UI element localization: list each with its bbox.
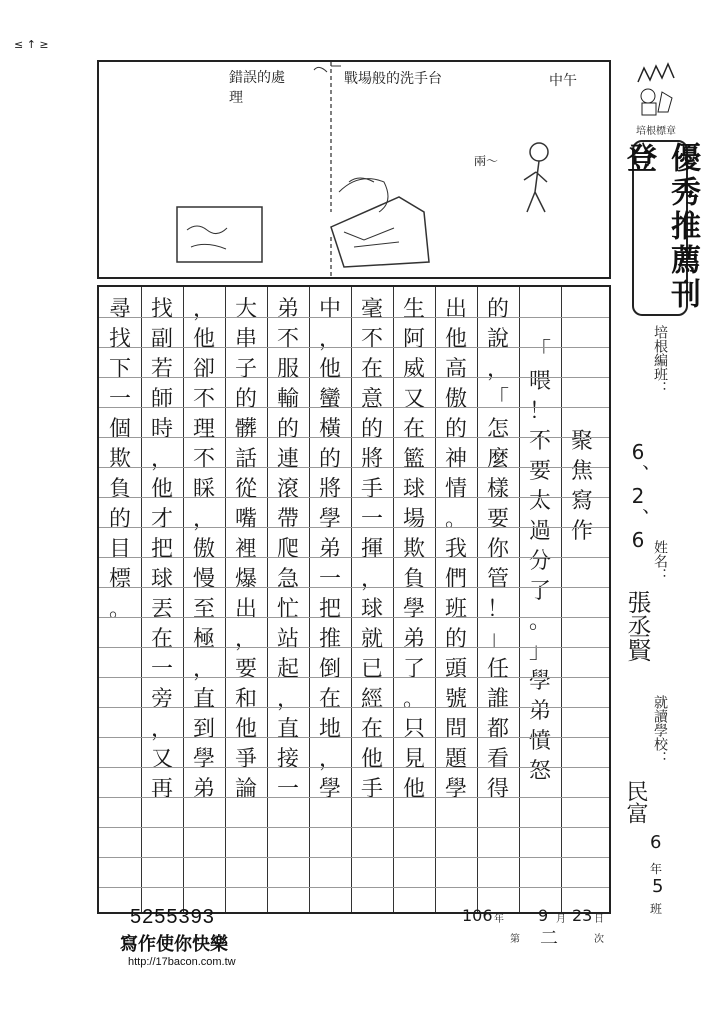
essay-char: 直 [276, 717, 299, 742]
essay-char: 。 [108, 597, 131, 622]
essay-char: 「 [486, 387, 509, 412]
class-label: 培根編班： [652, 325, 668, 395]
essay-char: 負 [108, 477, 131, 502]
essay-char: ， [276, 687, 299, 712]
essay-char: ， [360, 567, 383, 592]
essay-column [402, 295, 426, 805]
essay-char: 下 [108, 357, 131, 382]
essay-char: 得 [486, 777, 509, 802]
essay-grid [97, 285, 611, 914]
essay-char: 把 [318, 597, 341, 622]
sequence-suffix: 次 [594, 934, 604, 945]
essay-char: 中 [318, 297, 341, 322]
essay-char: 他 [360, 747, 383, 772]
essay-char: 球 [402, 477, 425, 502]
badge-label: 培根標章 [636, 126, 676, 137]
essay-char: 作 [570, 519, 593, 544]
essay-char: 蠻 [318, 387, 341, 412]
essay-char: 弟 [318, 537, 341, 562]
essay-char: 學 [318, 507, 341, 532]
essay-char: 目 [108, 537, 131, 562]
essay-column [192, 295, 216, 805]
sketch-illustration [99, 62, 609, 277]
essay-char: 的 [234, 387, 257, 412]
essay-char: 大 [234, 297, 257, 322]
essay-char: 串 [234, 327, 257, 352]
essay-char: 他 [234, 717, 257, 742]
grade-label: 年 [650, 862, 663, 876]
essay-char: 不 [192, 387, 215, 412]
essay-char: 我 [444, 537, 467, 562]
essay-char: 弟 [192, 777, 215, 802]
essay-char: 副 [150, 327, 173, 352]
class-value: 6、2、6 [626, 440, 650, 552]
essay-char: 的 [486, 297, 509, 322]
essay-char: 又 [150, 747, 173, 772]
essay-column [276, 295, 300, 805]
essay-char: 欺 [402, 537, 425, 562]
essay-char: 他 [192, 327, 215, 352]
essay-char: 標 [108, 567, 131, 592]
essay-char: 裡 [234, 537, 257, 562]
essay-char: 情 [444, 477, 467, 502]
essay-char: 在 [318, 687, 341, 712]
name-value: 張丞賢 [623, 590, 651, 662]
essay-char: ， [150, 717, 173, 742]
date-month-label: 月 [556, 914, 566, 925]
essay-char: 卻 [192, 357, 215, 382]
essay-column [486, 295, 510, 805]
essay-char: 只 [402, 717, 425, 742]
essay-char: 不 [192, 447, 215, 472]
essay-char: 的 [444, 417, 467, 442]
essay-char: 在 [150, 627, 173, 652]
essay-char: 傲 [192, 537, 215, 562]
essay-char: 髒 [234, 417, 257, 442]
essay-char: 出 [234, 597, 257, 622]
essay-char: 急 [276, 567, 299, 592]
essay-char: 師 [150, 387, 173, 412]
essay-char: 學 [444, 777, 467, 802]
essay-char: 不 [276, 327, 299, 352]
grid-row-line [99, 707, 609, 708]
essay-char: 看 [486, 747, 509, 772]
essay-char: ， [192, 297, 215, 322]
essay-char: 弟 [402, 627, 425, 652]
date-month: 9 [538, 906, 549, 925]
grid-row-line [99, 617, 609, 618]
essay-char: 接 [276, 747, 299, 772]
essay-column [444, 295, 468, 805]
essay-char: 揮 [360, 537, 383, 562]
essay-char: 要 [528, 459, 551, 484]
essay-char: 至 [192, 597, 215, 622]
essay-char: 爬 [276, 537, 299, 562]
essay-char: 誰 [486, 687, 509, 712]
essay-char: 一 [318, 567, 341, 592]
essay-char: 號 [444, 687, 467, 712]
essay-char: 「 [528, 339, 551, 364]
essay-char: ， [192, 507, 215, 532]
essay-char: 在 [360, 717, 383, 742]
essay-char: 神 [444, 447, 467, 472]
essay-column [150, 295, 174, 805]
essay-char: 不 [528, 429, 551, 454]
school-label: 就讀學校： [652, 695, 668, 765]
grid-row-line [99, 557, 609, 558]
essay-char: 旁 [150, 687, 173, 712]
essay-char: 手 [360, 777, 383, 802]
drawing-caption-top: 戰場般的洗手台 [344, 71, 442, 87]
essay-char: 站 [276, 627, 299, 652]
essay-char: 問 [444, 717, 467, 742]
essay-char: 起 [276, 657, 299, 682]
essay-char: 找 [108, 327, 131, 352]
essay-char: 都 [486, 717, 509, 742]
essay-char: 丟 [150, 597, 173, 622]
essay-char: 在 [360, 357, 383, 382]
essay-char: 服 [276, 357, 299, 382]
essay-char: 弟 [528, 699, 551, 724]
essay-char: 尋 [108, 297, 131, 322]
essay-char: 任 [486, 657, 509, 682]
slogan: 寫作使你快樂 [120, 934, 228, 955]
class-number-label: 班 [650, 902, 663, 916]
essay-column [234, 295, 258, 805]
essay-char: 。 [528, 609, 551, 634]
grid-row-line [99, 677, 609, 678]
essay-char: 」 [486, 627, 509, 652]
grid-row-line [99, 827, 609, 828]
grid-row-line [99, 497, 609, 498]
drawing-speech: 兩～ [474, 154, 499, 168]
essay-char: ， [318, 747, 341, 772]
essay-char: 若 [150, 357, 173, 382]
essay-char: 。 [444, 507, 467, 532]
grid-row-line [99, 317, 609, 318]
essay-char: 弟 [276, 297, 299, 322]
essay-char: 們 [444, 567, 467, 592]
essay-column [318, 295, 342, 805]
essay-char: 了 [528, 579, 551, 604]
essay-char: 要 [234, 657, 257, 682]
essay-char: 又 [402, 387, 425, 412]
essay-char: 阿 [402, 327, 425, 352]
essay-char: 聚 [570, 429, 593, 454]
school-value: 民富 [623, 780, 648, 824]
essay-char: 學 [318, 777, 341, 802]
essay-char: 高 [444, 357, 467, 382]
essay-char: 學 [402, 597, 425, 622]
essay-char: 籃 [402, 447, 425, 472]
essay-char: 他 [402, 777, 425, 802]
essay-char: 的 [276, 417, 299, 442]
essay-char: 欺 [108, 447, 131, 472]
essay-char: 子 [234, 357, 257, 382]
date-day: 23 [572, 906, 593, 925]
essay-char: 毫 [360, 297, 383, 322]
class-number-value: 5 [652, 876, 664, 897]
essay-char: 的 [318, 447, 341, 472]
grid-row-line [99, 527, 609, 528]
essay-char: 爭 [234, 747, 257, 772]
essay-char: 把 [150, 537, 173, 562]
essay-char: ， [486, 357, 509, 382]
essay-char: 不 [360, 327, 383, 352]
grid-row-line [99, 797, 609, 798]
essay-char: 你 [486, 537, 509, 562]
essay-char: 推 [318, 627, 341, 652]
essay-char: 滾 [276, 477, 299, 502]
essay-char: 太 [528, 489, 551, 514]
essay-char: 憤 [528, 729, 551, 754]
essay-char: 經 [360, 687, 383, 712]
essay-char: 倒 [318, 657, 341, 682]
essay-char: 球 [150, 567, 173, 592]
essay-char: 就 [360, 627, 383, 652]
essay-char: 傲 [444, 387, 467, 412]
essay-char: 學 [192, 747, 215, 772]
essay-char: ， [318, 327, 341, 352]
essay-char: 的 [444, 627, 467, 652]
grid-row-line [99, 347, 609, 348]
grid-row-line [99, 407, 609, 408]
essay-char: 過 [528, 519, 551, 544]
essay-char: 和 [234, 687, 257, 712]
grid-row-line [99, 857, 609, 858]
date-year-label: 年 [494, 914, 504, 925]
essay-char: 地 [318, 717, 341, 742]
essay-char: 學 [528, 669, 551, 694]
essay-char: 一 [108, 387, 131, 412]
essay-char: 到 [192, 717, 215, 742]
corner-mark: ≤ ↑ ≥ [14, 38, 49, 51]
essay-char: ！ [528, 399, 551, 424]
essay-column [360, 295, 384, 805]
name-label: 姓名： [652, 540, 668, 582]
essay-char: 連 [276, 447, 299, 472]
essay-char: 橫 [318, 417, 341, 442]
essay-char: 論 [234, 777, 257, 802]
essay-char: 的 [108, 507, 131, 532]
essay-char: 說 [486, 327, 509, 352]
essay-char: 他 [318, 357, 341, 382]
essay-char: 班 [444, 597, 467, 622]
essay-char: ， [234, 627, 257, 652]
recommended-badge: 優秀推薦刊登 [632, 140, 688, 316]
grid-row-line [99, 647, 609, 648]
essay-char: 極 [192, 627, 215, 652]
grid-row-line [99, 887, 609, 888]
essay-char: 麼 [486, 447, 509, 472]
essay-char: 生 [402, 297, 425, 322]
essay-char: 在 [402, 417, 425, 442]
essay-char: 直 [192, 687, 215, 712]
essay-char: 帶 [276, 507, 299, 532]
essay-char: 慢 [192, 567, 215, 592]
grid-row-line [99, 587, 609, 588]
essay-char: 才 [150, 507, 173, 532]
essay-char: 他 [150, 477, 173, 502]
date-year: 106 [462, 906, 493, 925]
sequence-value: 二 [540, 928, 558, 949]
essay-char: 管 [486, 567, 509, 592]
grid-row-line [99, 437, 609, 438]
essay-char: 意 [360, 387, 383, 412]
essay-char: 理 [192, 417, 215, 442]
essay-char: 找 [150, 297, 173, 322]
essay-char: 頭 [444, 657, 467, 682]
drawing-caption-right: 中午 [549, 73, 577, 89]
essay-char: 了 [402, 657, 425, 682]
drawing-caption-left: 錯誤的處理 [229, 70, 285, 106]
sequence-prefix: 第 [510, 934, 520, 945]
essay-char: 見 [402, 747, 425, 772]
essay-char: 已 [360, 657, 383, 682]
essay-char: 樣 [486, 477, 509, 502]
grade-value: 6 [650, 832, 662, 853]
essay-char: 場 [402, 507, 425, 532]
drawing-frame [97, 60, 611, 279]
essay-char: 喂 [528, 369, 551, 394]
essay-char: 一 [150, 657, 173, 682]
essay-char: 嘴 [234, 507, 257, 532]
essay-char: 個 [108, 417, 131, 442]
date-day-label: 日 [594, 914, 604, 925]
essay-char: 要 [486, 507, 509, 532]
website-url: http://17bacon.com.tw [128, 956, 236, 968]
essay-char: 一 [276, 777, 299, 802]
essay-char: 話 [234, 447, 257, 472]
serial-number: 5255393 [130, 906, 215, 928]
essay-char: ！ [486, 597, 509, 622]
grid-row-line [99, 467, 609, 468]
grid-row-line [99, 737, 609, 738]
essay-char: 怎 [486, 417, 509, 442]
grid-row-line [99, 377, 609, 378]
essay-char: ， [192, 657, 215, 682]
essay-char: 球 [360, 597, 383, 622]
essay-char: 分 [528, 549, 551, 574]
essay-char: 手 [360, 477, 383, 502]
essay-char: 題 [444, 747, 467, 772]
essay-char: 他 [444, 327, 467, 352]
essay-char: 出 [444, 297, 467, 322]
essay-char: 威 [402, 357, 425, 382]
essay-char: 將 [360, 447, 383, 472]
essay-char: 負 [402, 567, 425, 592]
essay-char: 」 [528, 639, 551, 664]
essay-char: 一 [360, 507, 383, 532]
essay-char: 從 [234, 477, 257, 502]
essay-char: ， [150, 447, 173, 472]
essay-char: 的 [360, 417, 383, 442]
grid-row-line [99, 767, 609, 768]
essay-title [570, 427, 594, 547]
essay-char: 爆 [234, 567, 257, 592]
essay-char: 睬 [192, 477, 215, 502]
essay-char: 輸 [276, 387, 299, 412]
essay-char: 寫 [570, 489, 593, 514]
essay-char: 時 [150, 417, 173, 442]
essay-char: 忙 [276, 597, 299, 622]
essay-char: 怒 [528, 759, 551, 784]
essay-column [108, 295, 132, 625]
essay-char: 。 [402, 687, 425, 712]
essay-char: 再 [150, 777, 173, 802]
essay-char: 將 [318, 477, 341, 502]
essay-char: 焦 [570, 459, 593, 484]
mascot-illustration [628, 62, 684, 137]
essay-column [528, 337, 552, 787]
